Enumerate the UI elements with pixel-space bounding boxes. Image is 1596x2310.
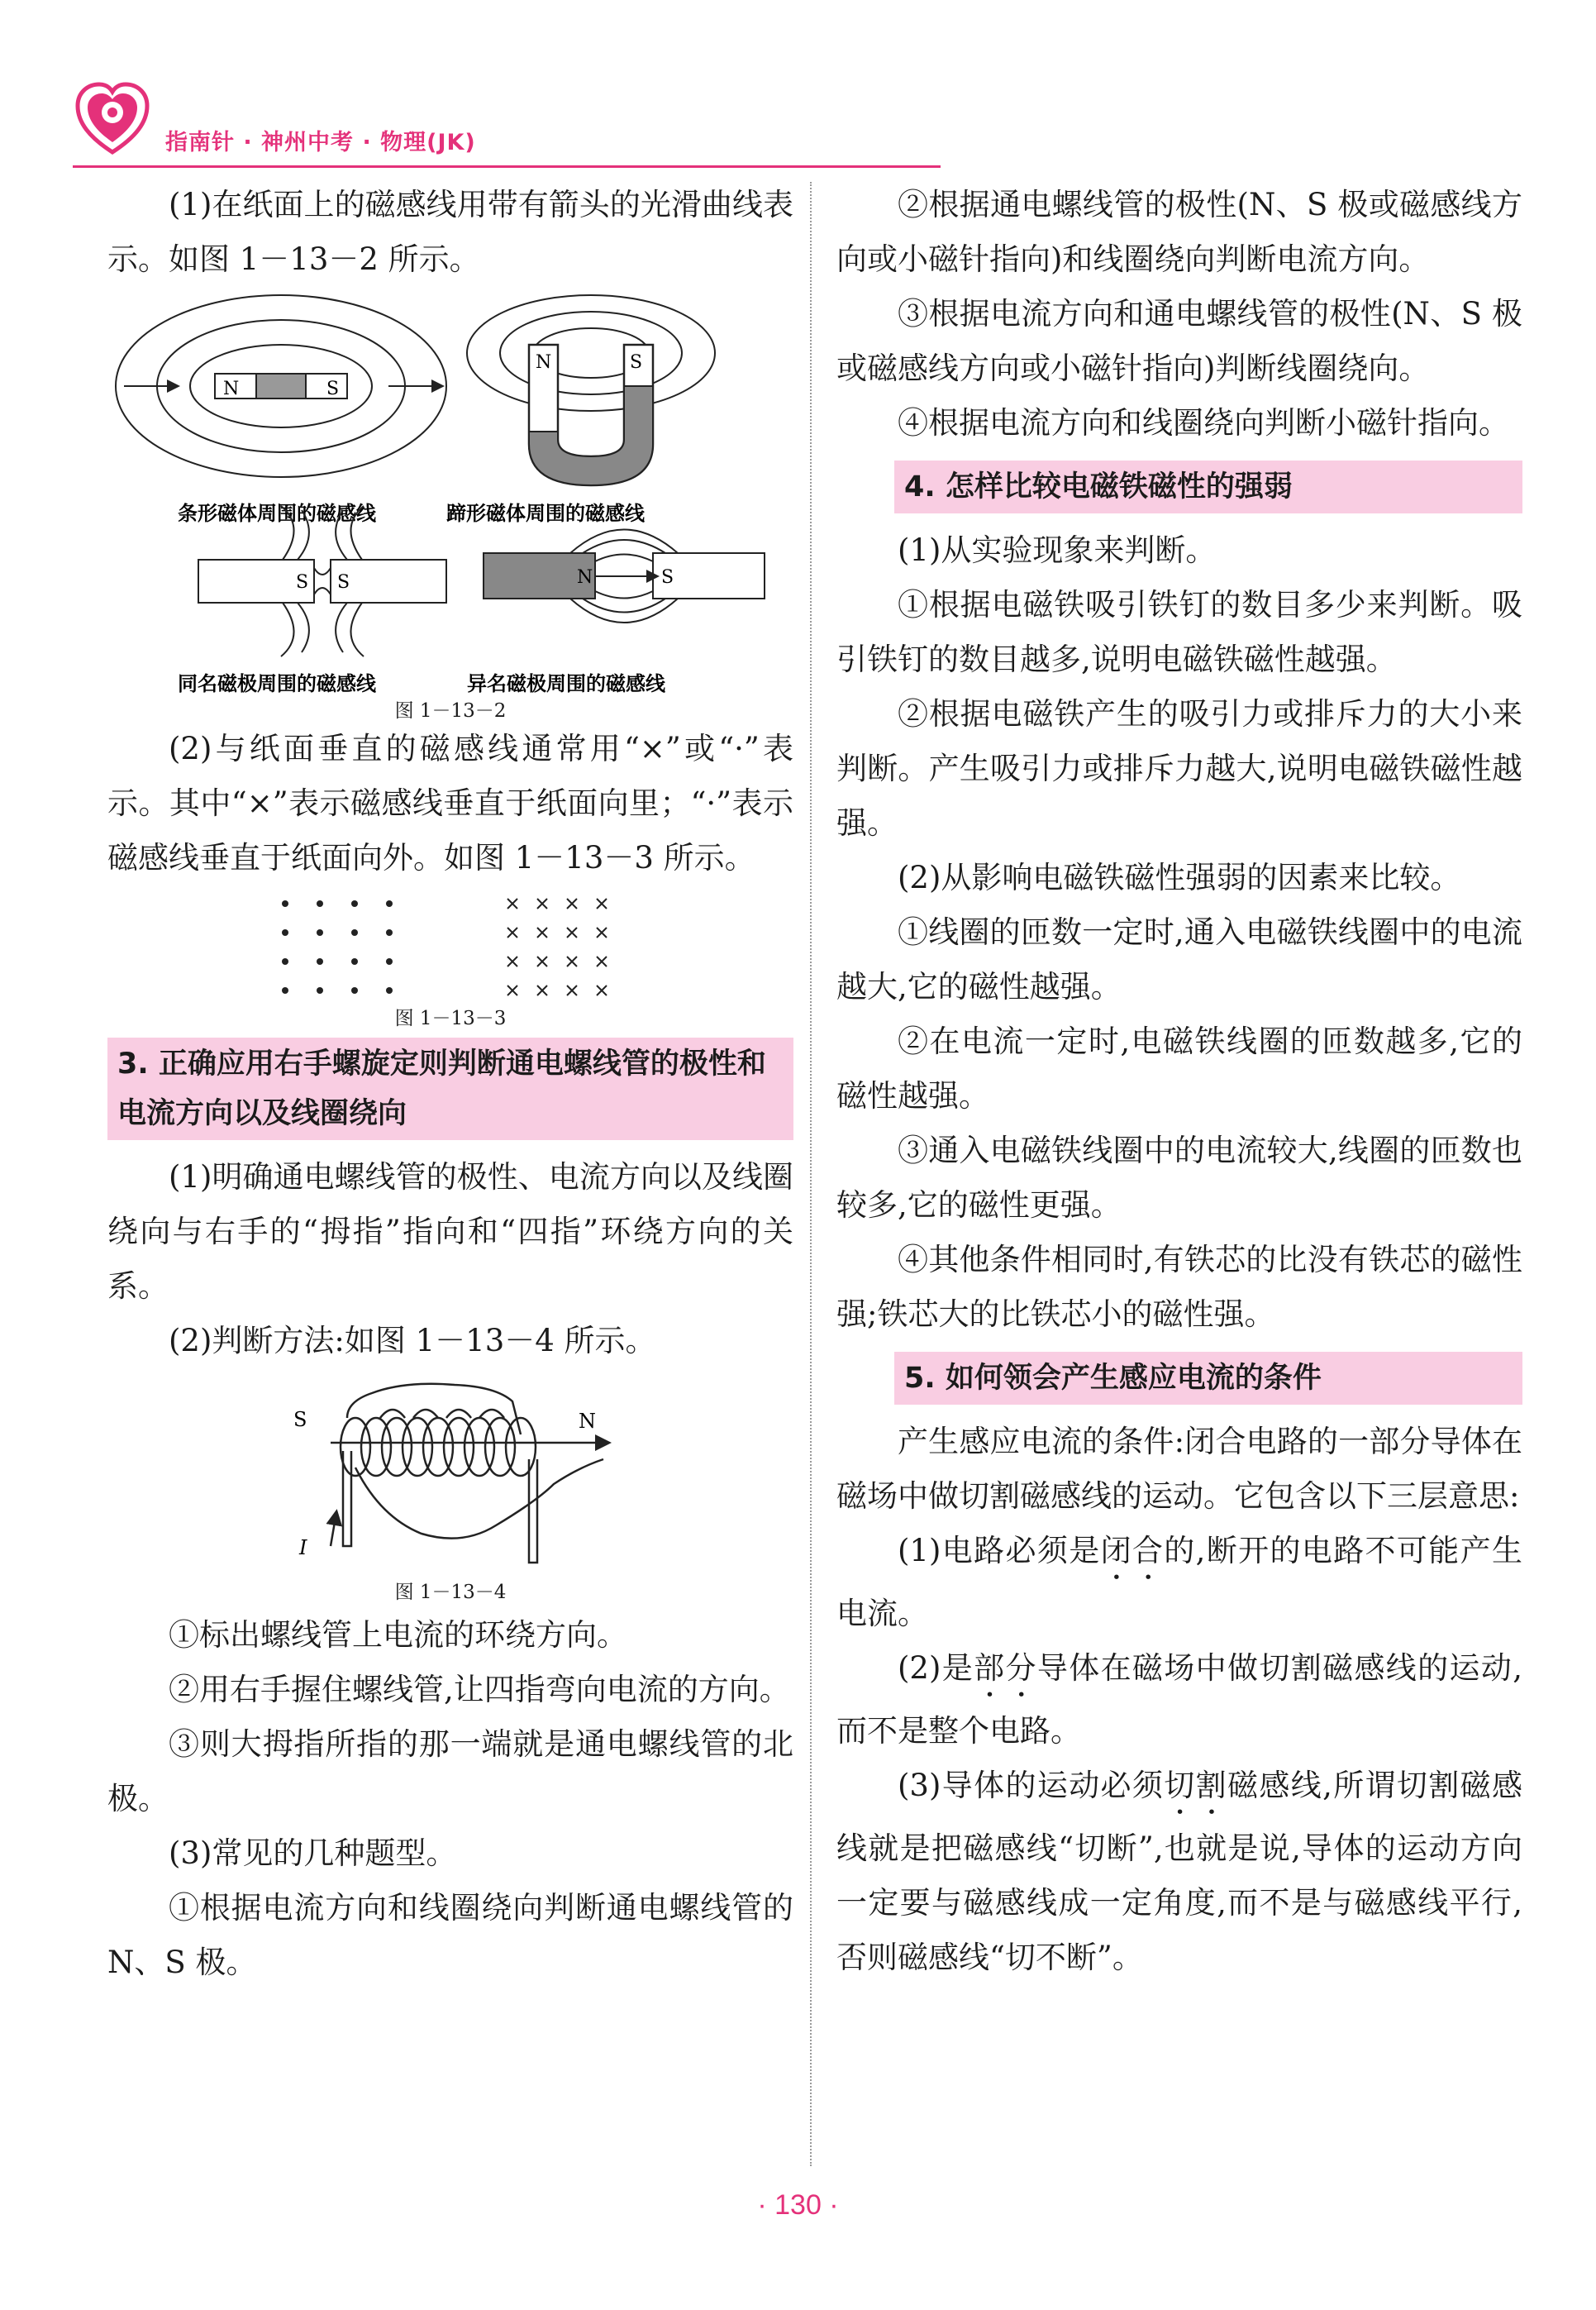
header-rule	[73, 165, 941, 168]
paragraph: ①根据电流方向和线圈绕向判断通电螺线管的 N、S 极。	[107, 1890, 793, 1980]
paragraph	[836, 1759, 1522, 1985]
same-s1-label: S	[296, 572, 309, 593]
text-run: 磁感线,所谓切割磁感线就是把磁感线“切断”,也就是说,导体的运动方向一定要与磁感线成一定角度,而不是与磁感线平行,否则磁感线“切不断”。	[836, 1768, 1522, 1975]
opposite-n-label: N	[577, 567, 593, 588]
section-heading-3: 3. 正确应用右手螺旋定则判断通电螺线管的极性和电流方向以及线圈绕向	[107, 1038, 793, 1140]
same-poles	[198, 506, 446, 656]
bar-s-label: S	[326, 379, 340, 399]
crosses-grid	[507, 899, 607, 995]
paragraph: ④其他条件相同时,有铁芯的比没有铁芯的磁性强;铁芯大的比铁芯小的磁性强。	[836, 1242, 1522, 1332]
paragraph: ③则大拇指所指的那一端就是通电螺线管的北极。	[107, 1726, 793, 1816]
hand-and-coil	[331, 1384, 603, 1563]
opposite-s-label: S	[661, 567, 674, 588]
paragraph: (1)在纸面上的磁感线用带有箭头的光滑曲线表示。如图 1－13－2 所示。	[107, 187, 793, 277]
opposite-caption: 异名磁极周围的磁感线	[467, 671, 665, 695]
horseshoe-n-label: N	[536, 352, 552, 373]
page-number: · 130 ·	[757, 2189, 839, 2221]
magnetic-field-lines-diagram	[107, 287, 793, 717]
paragraph: ①根据电磁铁吸引铁钉的数目多少来判断。吸引铁钉的数目越多,说明电磁铁磁性越强。	[836, 587, 1522, 677]
opposite-poles	[484, 530, 765, 623]
text-run: (1)电路必须是	[898, 1533, 1101, 1568]
paragraph: ①标出螺线管上电流的环绕方向。	[169, 1617, 627, 1653]
dots-and-crosses-diagram	[107, 885, 793, 1001]
coil-n-label: N	[579, 1410, 596, 1433]
figure-1-13-4	[107, 1368, 793, 1608]
right-hand-rule-diagram	[107, 1368, 793, 1575]
same-s2-label: S	[337, 572, 350, 593]
bar-n-label: N	[223, 379, 240, 399]
horseshoe-caption: 蹄形磁体周围的磁感线	[446, 502, 645, 525]
emphasized-text: 部分	[974, 1650, 1037, 1686]
page-header	[73, 79, 1560, 170]
column-divider	[810, 182, 812, 2166]
emphasized-text: 闭合	[1100, 1533, 1165, 1568]
paragraph: ②根据通电螺线管的极性(N、S 极或磁感线方向或小磁针指向)和线圈绕向判断电流方向。	[836, 187, 1522, 277]
text-run: (2)是	[898, 1650, 974, 1686]
paragraph: ②在电流一定时,电磁铁线圈的匝数越多,它的磁性越强。	[836, 1024, 1522, 1114]
section-heading-4: 4. 怎样比较电磁铁磁性的强弱	[894, 461, 1522, 513]
bar-caption: 条形磁体周围的磁感线	[178, 502, 376, 525]
paragraph: (3)常见的几种题型。	[169, 1835, 457, 1871]
paragraph	[836, 1641, 1522, 1759]
paragraph: ②根据电磁铁产生的吸引力或排斥力的大小来判断。产生吸引力或排斥力越大,说明电磁铁磁性越强。	[836, 696, 1522, 841]
paragraph	[836, 1524, 1522, 1641]
dots-grid	[282, 900, 393, 994]
bar-magnet	[116, 295, 446, 477]
text-run: (3)导体的运动必须	[898, 1768, 1165, 1803]
paragraph: ③根据电流方向和通电螺线管的极性(N、S 极或磁感线方向或小磁针指向)判断线圈绕向。	[836, 296, 1522, 386]
text-run: 的,断开的电路不可能产生电流。	[836, 1533, 1522, 1631]
header-title: 指南针 · 神州中考 · 物理(JK)	[165, 130, 476, 155]
left-column	[107, 178, 793, 1990]
figure-label: 图 1－13－4	[394, 1582, 507, 1603]
figure-label: 图 1－13－3	[394, 1008, 507, 1029]
horseshoe-magnet	[467, 295, 715, 485]
current-i-label: I	[299, 1536, 307, 1559]
figure-1-13-2	[107, 287, 793, 722]
coil-s-label: S	[293, 1408, 307, 1431]
emphasized-text: 切割	[1164, 1768, 1227, 1803]
section-heading-5: 5. 如何领会产生感应电流的条件	[894, 1352, 1522, 1405]
paragraph: ④根据电流方向和线圈绕向判断小磁针指向。	[898, 405, 1509, 441]
right-column	[836, 178, 1522, 1985]
figure-label: 图 1－13－2	[394, 700, 507, 722]
paragraph: (2)从影响电磁铁磁性强弱的因素来比较。	[898, 860, 1461, 895]
figure-1-13-3	[107, 885, 793, 1028]
paragraph: 产生感应电流的条件:闭合电路的一部分导体在磁场中做切割磁感线的运动。它包含以下三层意思:	[836, 1424, 1522, 1514]
paragraph: (1)明确通电螺线管的极性、电流方向以及线圈绕向与右手的“拇指”指向和“四指”环绕方向的关系。	[107, 1159, 793, 1304]
text-run: 导体在磁场中做切割磁感线的运动,而不是整个电路。	[836, 1650, 1522, 1749]
horseshoe-s-label: S	[630, 352, 643, 373]
same-caption: 同名磁极周围的磁感线	[178, 671, 376, 695]
paragraph: ②用右手握住螺线管,让四指弯向电流的方向。	[169, 1672, 790, 1707]
heart-shield-logo-icon	[73, 79, 152, 159]
paragraph: ③通入电磁铁线圈中的电流较大,线圈的匝数也较多,它的磁性更强。	[836, 1133, 1522, 1223]
paragraph: (2)判断方法:如图 1－13－4 所示。	[169, 1323, 656, 1358]
paragraph: ①线圈的匝数一定时,通入电磁铁线圈中的电流越大,它的磁性越强。	[836, 914, 1522, 1005]
paragraph: (2)与纸面垂直的磁感线通常用“×”或“·”表示。其中“×”表示磁感线垂直于纸面向里；“·”表示磁感线垂直于纸面向外。如图 1－13－3 所示。	[107, 731, 793, 876]
paragraph: (1)从实验现象来判断。	[898, 532, 1217, 568]
